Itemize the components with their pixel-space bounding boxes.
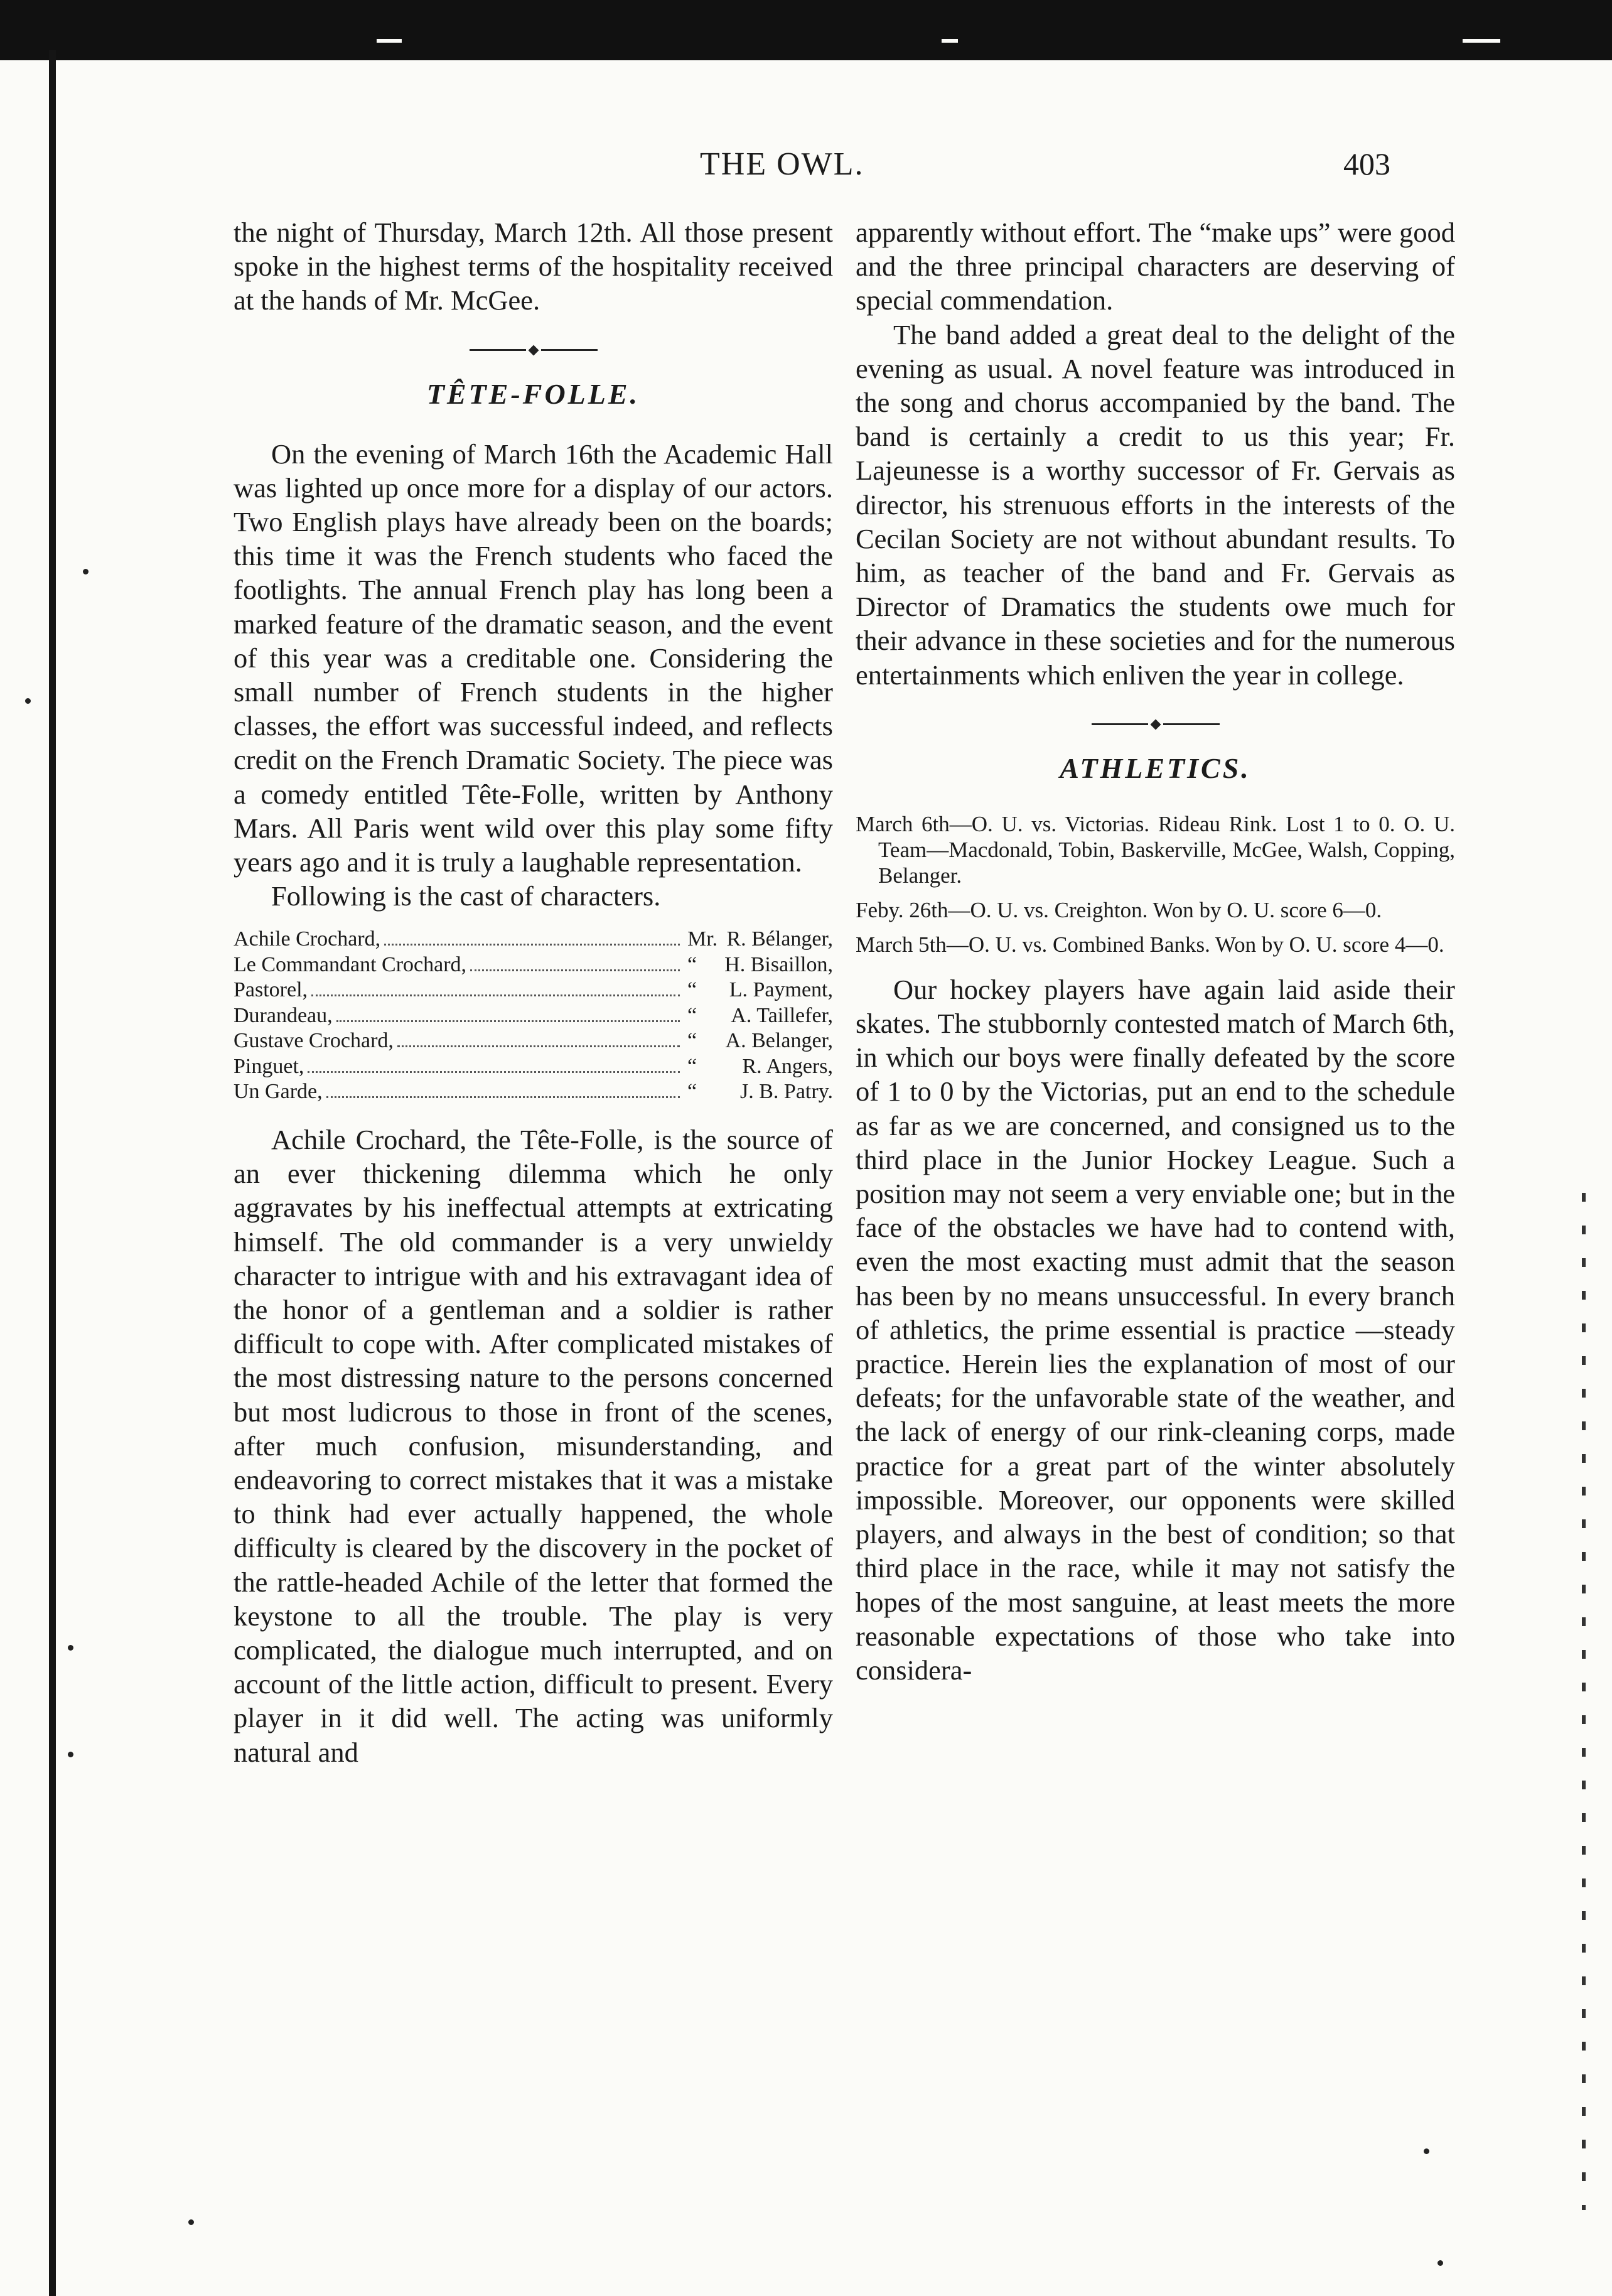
cast-mark: “ [687,1003,697,1027]
cast-actor: R. Angers, [742,1054,833,1078]
match-result: Feby. 26th—O. U. vs. Creighton. Won by O. U. score 6—0. [856,897,1382,922]
cast-mark: “ [687,952,697,976]
cast-row [234,1003,833,1029]
leader-dots [326,1096,680,1098]
cast-role: Le Commandant Crochard, [234,952,467,976]
paragraph: Following is the cast of characters. [271,880,661,912]
scan-speck [942,39,958,43]
paragraph: Achile Crochard, the Tête-Folle, is the source of an ever thickening dilemma which he only aggravates by his ineffectual attempts at extricating himself. The old commander is a very unwieldy character to intrigue with and his extravagant idea of the honor of a gentleman and a soldier is rather difficult to cope with. After complicated mistakes of the most distressing nature to the persons concerned but most ludicrous to those in front of the scenes, after much confusion, misunderstanding, and endeavoring to correct mistakes that it was a mistake to think had ever actually happened, the whole difficulty is cleared by the discovery in the pocket of the rattle-headed Achile of the letter that formed the keystone to all the trouble. The play is very complicated, the dialogue much interrupted, and on account of the little action, difficult to present. Every player in it did well. The acting was uniformly natural and [234,1123,833,1768]
cast-mark: “ [687,1080,697,1104]
cast-actor: A. Belanger, [725,1029,833,1053]
right-column [856,215,1455,1687]
running-head [0,146,1612,196]
paragraph: The band added a great deal to the delight of the evening as usual. A novel feature was introduced in the song and chorus accompanied by the band. The band is certainly a credit to us this year; Fr. Lajeunesse is a worthy successor of Fr. Gervais as director, his strenuous efforts in the interests of the Cecilan Society are not without abundant results. To him, as teacher of the band and Fr. Gervais as Director of Dramatics the students owe much for their advance in these societies and for the numerous entertainments which enliven the year in college. [856,318,1455,691]
leader-dots [397,1045,680,1047]
section-divider [234,331,833,369]
scan-speck [1463,39,1500,43]
cast-actor: R. Bélanger, [726,927,833,951]
leader-dots [311,994,680,996]
cast-actor: J. B. Patry. [740,1080,833,1104]
cast-role: Durandeau, [234,1003,333,1027]
section-heading: TÊTE-FOLLE. [426,377,640,410]
left-column [234,215,833,1769]
margin-mark [83,569,89,574]
paragraph: Our hockey players have again laid aside their skates. The stubbornly contested match of March 6th, in which our boys were finally defeated by the score of 1 to 0 by the Victorias, put an end to the schedule as far as we are concerned, and consigned us to the third place in the Junior Hockey League. Such a position may not seem a very enviable one; but in the face of the obstacles we have had to contend with, even the most exacting must admit that the season has been by no means unsuccessful. In every branch of athletics, the prime essential is practice —steady practice. Herein lies the explanation of most of our defeats; for the unfavorable state of the weather, and the lack of energy of our rink-cleaning corps, made practice for a great part of the winter absolutely impossible. Moreover, our opponents were skilled players, and always in the best of condition; so that third place in the race, while it may not satisfy the hopes of the most sanguine, at least meets the more reasonable expectations of those who take into considera- [856,973,1455,1686]
match-result: March 5th—O. U. vs. Combined Banks. Won by O. U. score 4—0. [856,932,1444,957]
left-margin-rule [49,50,56,2296]
cast-list [234,927,833,1105]
margin-mark [1424,2148,1429,2154]
cast-role: Pinguet, [234,1054,304,1078]
cast-row [234,927,833,952]
top-border [0,0,1612,60]
page-number: 403 [1343,146,1390,181]
cast-role: Gustave Crochard, [234,1029,394,1053]
cast-mark: “ [687,978,697,1002]
cast-mark: “ [687,1029,697,1053]
cast-role: Pastorel, [234,978,308,1002]
margin-mark [68,1645,73,1651]
cast-row [234,952,833,978]
cast-mark: “ [687,1054,697,1078]
page-title: THE OWL. [700,146,864,182]
margin-mark [1437,2260,1443,2266]
cast-row [234,978,833,1003]
cast-actor: H. Bisaillon, [724,952,833,976]
cast-mark: Mr. [687,927,718,951]
match-result: March 6th—O. U. vs. Victorias. Rideau Rink. Lost 1 to 0. O. U. Team—Macdonald, Tobin, Baskerville, McGee, Walsh, Copping, Belanger. [856,811,1455,888]
margin-mark [68,1752,73,1757]
paragraph: the night of Thursday, March 12th. All those present spoke in the highest terms of the hospitality received at the hands of Mr. McGee. [234,217,833,316]
section-heading: ATHLETICS. [1060,752,1251,784]
cast-role: Achile Crochard, [234,927,381,951]
paragraph: On the evening of March 16th the Academic Hall was lighted up once more for a display of our actors. Two English plays have already been on the boards; this time it was the French students who faced the footlights. The annual French play has long been a marked feature of the dramatic season, and the event of this year was a creditable one. Considering the small number of French students in the higher classes, the effort was successful indeed, and reflects credit on the French Dramatic Society. The piece was a comedy entitled Tête-Folle, written by Anthony Mars. All Paris went wild over this play some fifty years ago and it is truly a laughable representation. [234,438,833,878]
section-divider [856,706,1455,743]
leader-dots [336,1020,680,1022]
leader-dots [308,1071,680,1073]
cast-row [234,1028,833,1054]
leader-dots [470,969,680,971]
scan-speck [377,39,402,43]
cast-row [234,1054,833,1080]
cast-actor: A. Taillefer, [731,1003,833,1027]
margin-mark [188,2219,194,2225]
cast-role: Un Garde, [234,1080,323,1104]
cast-row [234,1079,833,1105]
margin-mark [25,698,31,704]
paragraph: apparently without effort. The “make ups” were good and the three principal characters are deserving of special commendation. [856,217,1455,316]
cast-actor: L. Payment, [729,978,833,1002]
right-edge-marks [1582,1193,1586,2210]
leader-dots [384,944,680,946]
